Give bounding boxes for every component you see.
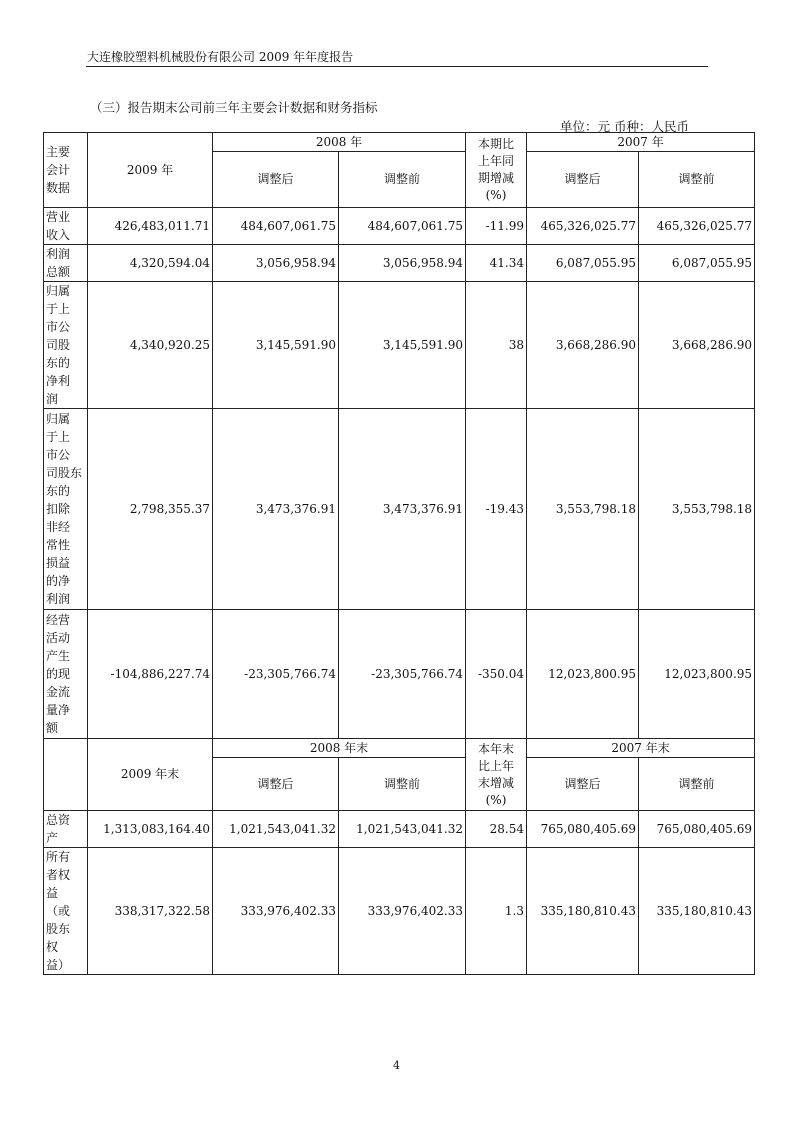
- header-2008-adjusted: 调整后: [213, 152, 339, 208]
- cell-a2007: 3,553,798.18: [527, 409, 639, 610]
- row-label-line: 金流: [46, 685, 71, 699]
- row-label-line: 润: [46, 392, 59, 406]
- table-row: [44, 811, 755, 848]
- cell-v2009: 1,313,083,164.40: [88, 811, 213, 848]
- row-label-line: （或: [46, 904, 71, 918]
- row-label: [44, 848, 88, 975]
- corner-header-2: [44, 739, 88, 811]
- cell-b2008: 484,607,061.75: [339, 208, 466, 245]
- header-line: 末增减: [478, 775, 515, 790]
- cell-v2009: 426,483,011.71: [88, 208, 213, 245]
- table-row: [44, 208, 755, 245]
- cell-chg: 41.34: [466, 245, 527, 282]
- cell-a2007: 3,668,286.90: [527, 282, 639, 409]
- row-label-line: 量净: [46, 703, 71, 717]
- header-line: 本年末: [478, 741, 515, 756]
- header-line: 本期比: [478, 137, 515, 151]
- cell-a2007: 465,326,025.77: [527, 208, 639, 245]
- unit-note: 单位：元 币种：人民币: [560, 119, 689, 134]
- row-label-line: 益）: [46, 958, 71, 972]
- header-2007-adjusted: 调整后: [527, 152, 639, 208]
- header-line: (%): [485, 792, 507, 807]
- cell-v2009: -104,886,227.74: [88, 610, 213, 739]
- cell-b2007: 6,087,055.95: [639, 245, 755, 282]
- header-line: 上年同: [478, 154, 515, 168]
- cell-a2008: 3,473,376.91: [213, 409, 339, 610]
- row-label-line: 归属: [46, 284, 71, 298]
- header-line: 主要: [46, 145, 71, 159]
- cell-a2008: 1,021,543,041.32: [213, 811, 339, 848]
- header-line: 会计: [46, 163, 71, 177]
- cell-b2008: 3,145,591.90: [339, 282, 466, 409]
- header-2009: 2009 年: [88, 133, 213, 208]
- cell-b2008: 333,976,402.33: [339, 848, 466, 975]
- row-label-line: 归属: [46, 412, 71, 426]
- cell-b2008: 3,473,376.91: [339, 409, 466, 610]
- header-2008-end-before: 调整前: [339, 758, 466, 811]
- header-2007-end-adjusted: 调整后: [527, 758, 639, 811]
- cell-v2009: 2,798,355.37: [88, 409, 213, 610]
- row-label: [44, 208, 88, 245]
- header-2008-end-adjusted: 调整后: [213, 758, 339, 811]
- cell-chg: 38: [466, 282, 527, 409]
- header-change-2: [466, 739, 527, 811]
- header-line: (%): [485, 188, 507, 202]
- header-change: [466, 133, 527, 208]
- cell-a2007: 765,080,405.69: [527, 811, 639, 848]
- row-label-line: 的现: [46, 667, 71, 681]
- table-row: [44, 245, 755, 282]
- header-2009-end: 2009 年末: [88, 739, 213, 811]
- header-line: 期增减: [478, 171, 515, 185]
- cell-chg: -19.43: [466, 409, 527, 610]
- row-label-line: 扣除: [46, 502, 71, 516]
- row-label-line: 总资: [46, 813, 71, 827]
- row-label: [44, 282, 88, 409]
- cell-b2008: 1,021,543,041.32: [339, 811, 466, 848]
- cell-a2008: -23,305,766.74: [213, 610, 339, 739]
- row-label-line: 损益: [46, 556, 71, 570]
- cell-a2007: 6,087,055.95: [527, 245, 639, 282]
- header-2007-before: 调整前: [639, 152, 755, 208]
- header-line: 数据: [46, 181, 71, 195]
- row-label-line: 营业: [46, 210, 71, 224]
- row-label-line: 常性: [46, 538, 71, 552]
- cell-chg: 28.54: [466, 811, 527, 848]
- row-label-line: 活动: [46, 631, 71, 645]
- header-line: 比上年: [478, 758, 515, 773]
- cell-chg: 1.3: [466, 848, 527, 975]
- cell-a2008: 3,145,591.90: [213, 282, 339, 409]
- table-row: [44, 409, 755, 610]
- row-label-line: 净利: [46, 374, 71, 388]
- header-2007-end-group: 2007 年末: [527, 739, 755, 758]
- row-label-line: 权: [46, 940, 59, 954]
- row-label-line: 司股: [46, 338, 71, 352]
- row-label: [44, 811, 88, 848]
- header-2007-end-before: 调整前: [639, 758, 755, 811]
- row-label-line: 产生: [46, 649, 71, 663]
- section-title: （三）报告期末公司前三年主要会计数据和财务指标: [90, 100, 378, 115]
- cell-b2007: 765,080,405.69: [639, 811, 755, 848]
- cell-b2008: -23,305,766.74: [339, 610, 466, 739]
- header-2008-end-group: 2008 年末: [213, 739, 466, 758]
- row-label-line: 所有: [46, 850, 71, 864]
- row-label: [44, 610, 88, 739]
- row-label-line: 总额: [46, 265, 71, 279]
- cell-a2008: 484,607,061.75: [213, 208, 339, 245]
- row-label-line: 额: [46, 721, 59, 735]
- corner-header: [44, 133, 88, 208]
- header-rule: [86, 66, 708, 67]
- cell-b2007: 3,553,798.18: [639, 409, 755, 610]
- row-label-line: 东的: [46, 484, 71, 498]
- row-label-line: 的净: [46, 574, 71, 588]
- row-label-line: 股东: [46, 922, 71, 936]
- table-row: [44, 282, 755, 409]
- row-label: [44, 409, 88, 610]
- cell-a2007: 12,023,800.95: [527, 610, 639, 739]
- row-label-line: 者权: [46, 868, 71, 882]
- cell-b2007: 3,668,286.90: [639, 282, 755, 409]
- cell-b2007: 335,180,810.43: [639, 848, 755, 975]
- row-label-line: 东的: [46, 356, 71, 370]
- cell-chg: -350.04: [466, 610, 527, 739]
- cell-b2008: 3,056,958.94: [339, 245, 466, 282]
- cell-a2008: 333,976,402.33: [213, 848, 339, 975]
- row-label: [44, 245, 88, 282]
- row-label-line: 利润: [46, 592, 71, 606]
- row-label-line: 经营: [46, 613, 71, 627]
- row-label-line: 非经: [46, 520, 71, 534]
- cell-chg: -11.99: [466, 208, 527, 245]
- report-header: 大连橡胶塑料机械股份有限公司 2009 年年度报告: [87, 50, 354, 64]
- header-2008-before: 调整前: [339, 152, 466, 208]
- row-label-line: 市公: [46, 320, 71, 334]
- row-label-line: 利润: [46, 247, 71, 261]
- table-row: [44, 610, 755, 739]
- cell-b2007: 465,326,025.77: [639, 208, 755, 245]
- cell-a2008: 3,056,958.94: [213, 245, 339, 282]
- financial-data-table: [43, 132, 755, 975]
- table-row: [44, 848, 755, 975]
- row-label-line: 司股东: [46, 466, 83, 480]
- cell-b2007: 12,023,800.95: [639, 610, 755, 739]
- row-label-line: 市公: [46, 448, 71, 462]
- cell-v2009: 4,340,920.25: [88, 282, 213, 409]
- cell-v2009: 4,320,594.04: [88, 245, 213, 282]
- page-number: 4: [393, 1059, 400, 1072]
- row-label-line: 收入: [46, 228, 71, 242]
- cell-v2009: 338,317,322.58: [88, 848, 213, 975]
- header-2007-group: 2007 年: [527, 133, 755, 152]
- row-label-line: 于上: [46, 430, 71, 444]
- cell-a2007: 335,180,810.43: [527, 848, 639, 975]
- header-2008-group: 2008 年: [213, 133, 466, 152]
- row-label-line: 于上: [46, 302, 71, 316]
- row-label-line: 益: [46, 886, 59, 900]
- row-label-line: 产: [46, 831, 59, 845]
